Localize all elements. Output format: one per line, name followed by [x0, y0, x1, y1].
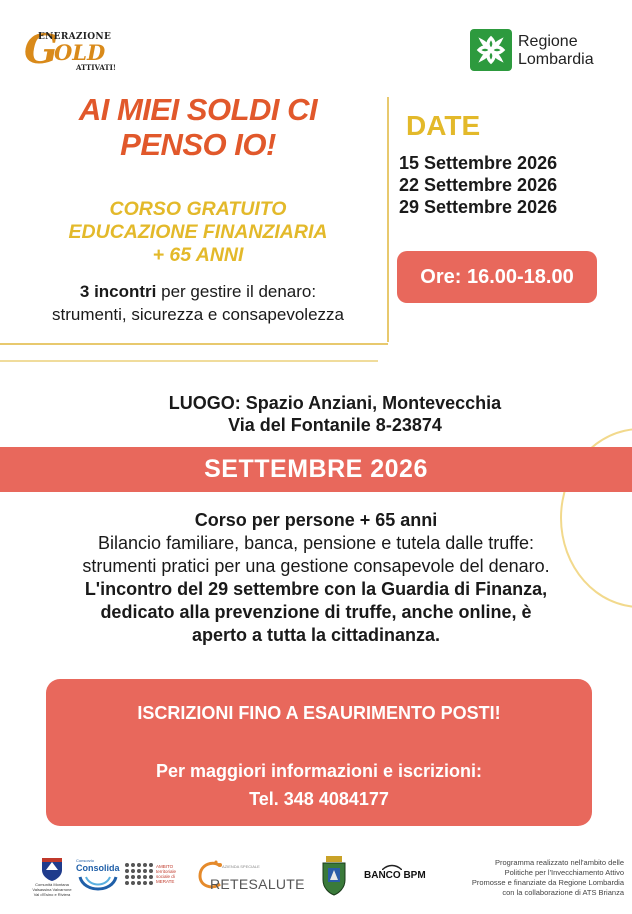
ambito-line: MERATE [156, 879, 175, 884]
location-line2: Via del Fontanile 8-23874 [228, 415, 442, 435]
date-item: 22 Settembre 2026 [399, 175, 558, 195]
crest-icon [40, 856, 64, 882]
footer-logos [0, 852, 632, 910]
date-item: 29 Settembre 2026 [399, 197, 558, 217]
retesalute-name: RETESALUTE [210, 876, 305, 892]
main-title-line2: PENSO IO! [120, 127, 276, 162]
registration-box [46, 679, 592, 826]
description-bold-line: dedicato alla prevenzione di truffe, anche online, è [100, 602, 532, 622]
contact-label: Per maggiori informazioni e iscrizioni: [155, 761, 483, 781]
gen-logo-mid: OLD [54, 40, 106, 65]
ambito-text [156, 864, 176, 884]
location-text [60, 392, 610, 436]
incontri-line2: strumenti, sicurezza e consapevolezza [52, 305, 344, 324]
ambito-line: AMBITO [156, 864, 174, 869]
lombardia-label: Lombardia [518, 51, 594, 68]
comunita-line: Comunità Montana [35, 882, 69, 887]
main-title [30, 92, 366, 162]
footer-note-line: Promosse e finanziate da Regione Lombardia [471, 878, 624, 887]
banco-bpm-name: BANCO BPM [364, 870, 426, 881]
generazione-gold-logo [24, 28, 116, 72]
comunita-line: Valsassina Valvarrone [32, 887, 72, 892]
gen-logo-top: ENERAZIONE [38, 32, 112, 42]
retesalute-top: AZIENDA SPECIALE [222, 864, 260, 869]
course-title-line1: CORSO GRATUITO [109, 198, 287, 220]
incontri-line1 [8, 280, 388, 303]
description-bold-line: L'incontro del 29 settembre con la Guardia di Finanza, [84, 579, 548, 599]
horizontal-divider [0, 343, 388, 345]
footer-note-line: con la collaborazione di ATS Brianza [502, 888, 624, 897]
date-item: 15 Settembre 2026 [399, 153, 558, 173]
incontri-bold: 3 incontri [79, 282, 157, 301]
incontri-rest: per gestire il denaro: [156, 282, 317, 301]
horizontal-divider-secondary [0, 360, 378, 362]
main-title-line1: AI MIEI SOLDI CI [78, 92, 318, 127]
dots-grid-icon [124, 862, 154, 886]
hours-badge: Ore: 16.00-18.00 [397, 251, 597, 303]
course-title-line2: EDUCAZIONE FINANZIARIA [68, 221, 328, 243]
dates-list [399, 152, 557, 218]
comune-crest-icon [320, 856, 348, 896]
regione-lombardia-text [518, 33, 594, 69]
month-banner: SETTEMBRE 2026 [0, 447, 632, 492]
registration-notice: ISCRIZIONI FINO A ESAURIMENTO POSTI! [137, 703, 501, 723]
consolida-name: Consolida [76, 863, 120, 873]
location-line1: LUOGO: Spazio Anziani, Montevecchia [168, 393, 502, 413]
comunita-montana-logo [32, 856, 72, 897]
course-title-line3: + 65 ANNI [152, 244, 244, 266]
footer-note-line: Politiche per l'Invecchiamento Attivo [504, 868, 624, 877]
regione-label: Regione [518, 33, 578, 50]
description-bold-line: aperto a tutta la cittadinanza. [191, 625, 441, 645]
gen-logo-bottom: ATTIVATI! [76, 63, 116, 72]
course-title [30, 198, 366, 267]
dates-label: DATE [406, 110, 481, 141]
vertical-divider [387, 97, 389, 342]
consolida-arc-icon [76, 873, 120, 895]
regione-lombardia-rose-icon [470, 29, 512, 71]
incontri-text [8, 280, 388, 326]
comune-crest-logo [320, 856, 348, 896]
contact-phone[interactable]: Tel. 348 4084177 [249, 789, 389, 809]
footer-note [462, 858, 624, 898]
course-description [6, 509, 626, 647]
banco-bpm-logo [364, 864, 434, 881]
description-line: Bilancio familiare, banca, pensione e tutela dalle truffe: [98, 533, 534, 553]
ambito-line: territoriale [156, 869, 177, 874]
retesalute-logo [196, 858, 308, 898]
description-heading: Corso per persone + 65 anni [194, 510, 438, 530]
contact-info [46, 757, 592, 813]
ambito-line: sociale di [156, 874, 175, 879]
gen-logo-initial: G [24, 26, 59, 73]
consolida-logo [76, 858, 120, 900]
regione-lombardia-logo [470, 29, 620, 73]
consolida-top: Consorzio [76, 858, 95, 863]
footer-note-line: Programma realizzato nell'ambito delle [495, 858, 624, 867]
comunita-line: Val d'Esino e Riviera [33, 892, 71, 897]
description-line: strumenti pratici per una gestione consapevole del denaro. [82, 556, 550, 576]
